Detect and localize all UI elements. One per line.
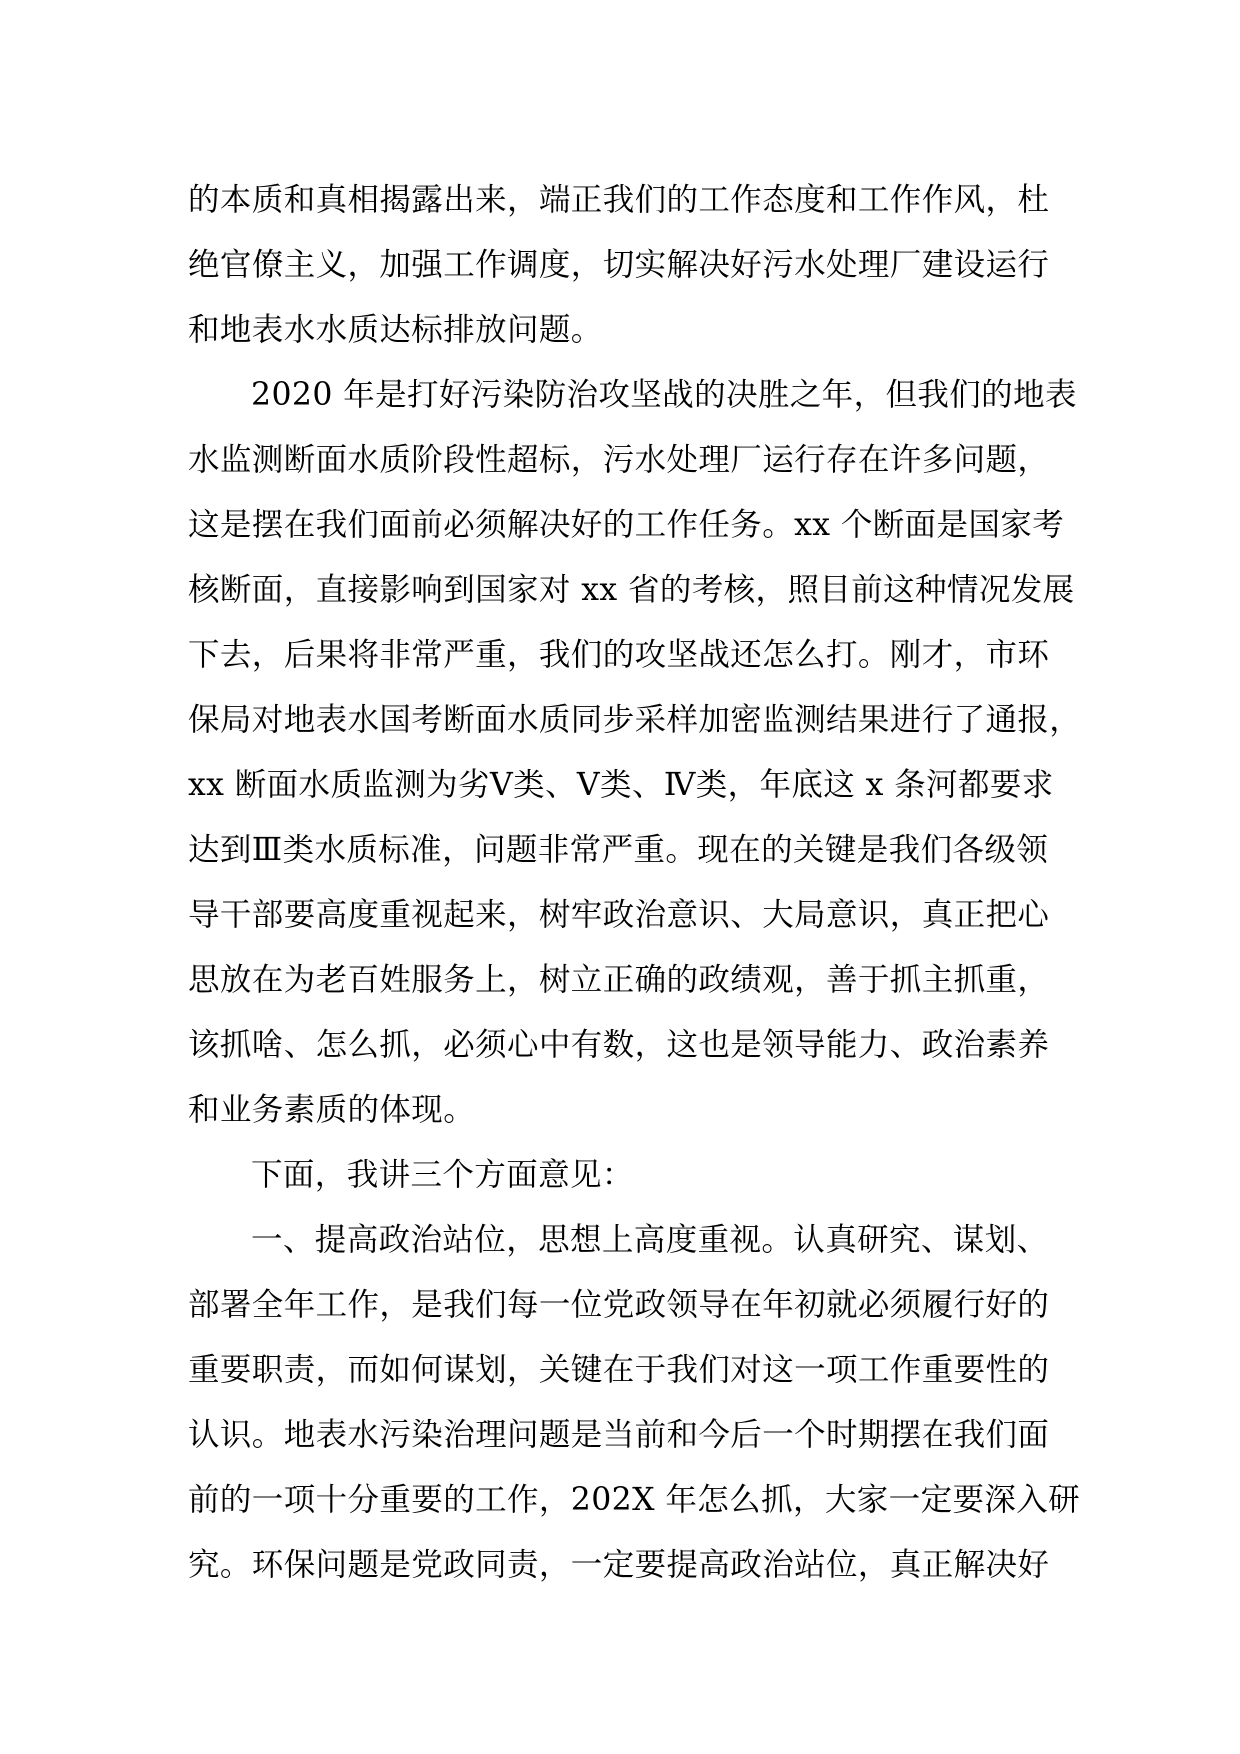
text-line: 水监测断面水质阶段性超标，污水处理厂运行存在许多问题， — [188, 442, 1050, 478]
text-line: 绝官僚主义，加强工作调度，切实解决好污水处理厂建设运行 — [188, 247, 1050, 283]
text-line: 导干部要高度重视起来，树牢政治意识、大局意识，真正把心 — [188, 897, 1050, 933]
text-line: 究。环保问题是党政同责，一定要提高政治站位，真正解决好 — [188, 1547, 1050, 1583]
text-line: 部署全年工作，是我们每一位党政领导在年初就必须履行好的 — [188, 1287, 1050, 1323]
text-line: 达到Ⅲ类水质标准，问题非常严重。现在的关键是我们各级领 — [188, 832, 1049, 868]
text-line: 保局对地表水国考断面水质同步采样加密监测结果进行了通报， — [188, 702, 1082, 738]
text-line: 该抓啥、怎么抓，必须心中有数，这也是领导能力、政治素养 — [188, 1027, 1050, 1063]
text-line: 和地表水水质达标排放问题。 — [188, 312, 603, 348]
document-body — [188, 168, 1082, 1598]
paragraph-first-line: 2020 年是打好污染防治攻坚战的决胜之年，但我们的地表 — [251, 377, 1077, 413]
text-line: xx 断面水质监测为劣Ⅴ类、Ⅴ类、Ⅳ类，年底这 x 条河都要求 — [188, 767, 1054, 803]
text-line: 和业务素质的体现。 — [188, 1092, 476, 1128]
text-line: 重要职责，而如何谋划，关键在于我们对这一项工作重要性的 — [188, 1352, 1050, 1388]
text-line: 核断面，直接影响到国家对 xx 省的考核，照目前这种情况发展 — [188, 572, 1075, 608]
paragraph-first-line: 下面，我讲三个方面意见： — [251, 1157, 634, 1193]
paragraph-first-line: 一、提高政治站位，思想上高度重视。认真研究、谋划、 — [251, 1222, 1049, 1258]
text-line: 思放在为老百姓服务上，树立正确的政绩观，善于抓主抓重， — [188, 962, 1050, 998]
text-line: 这是摆在我们面前必须解决好的工作任务。xx 个断面是国家考 — [188, 507, 1065, 543]
text-line: 前的一项十分重要的工作，202X 年怎么抓，大家一定要深入研 — [188, 1482, 1081, 1518]
text-line: 认识。地表水污染治理问题是当前和今后一个时期摆在我们面 — [188, 1417, 1050, 1453]
text-line: 的本质和真相揭露出来，端正我们的工作态度和工作作风，杜 — [188, 182, 1050, 218]
text-line: 下去，后果将非常严重，我们的攻坚战还怎么打。刚才，市环 — [188, 637, 1050, 673]
